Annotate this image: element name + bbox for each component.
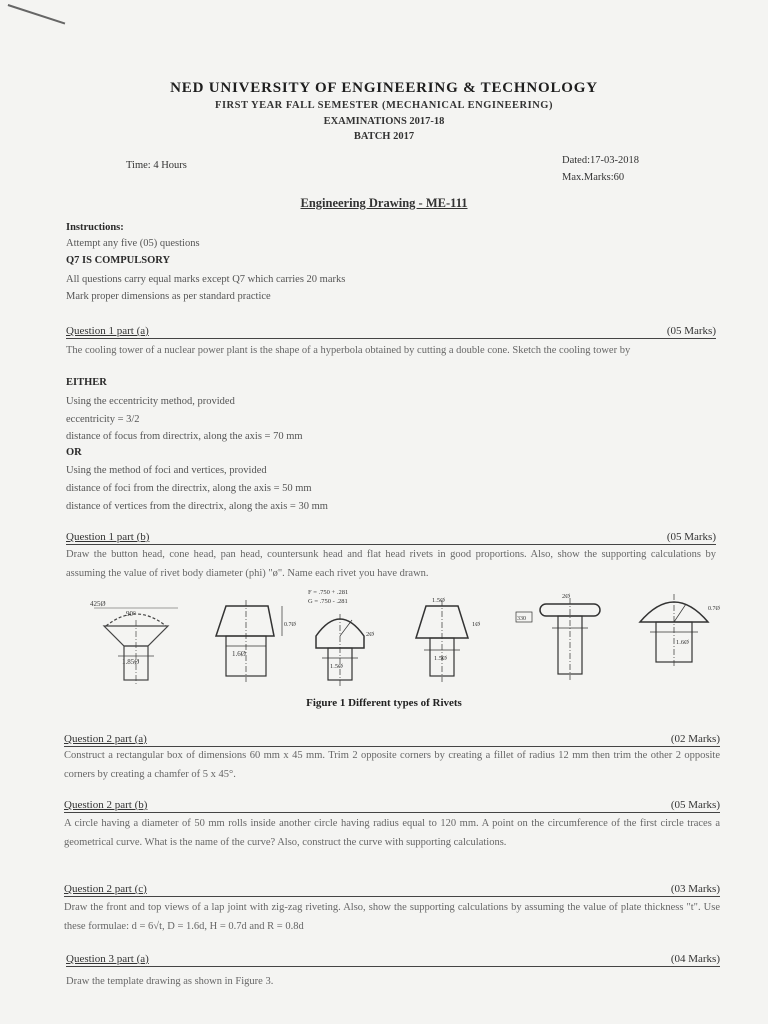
question-marks: (03 Marks)	[670, 883, 720, 895]
question-text: Construct a rectangular box of dimensions 60 mm x 45 mm. Trim 2 opposite corners by creating a fillet of radius 12 mm then trim the other 2 opposite corners by creating a chamfer of 5 x 45°.	[64, 750, 720, 780]
dimension-label: 90°	[126, 610, 136, 618]
pan-head-rivet-figure	[404, 592, 490, 688]
dimension-label: 1.5Ø	[432, 597, 445, 604]
instruction-line: Mark proper dimensions as per standard practice	[66, 291, 271, 302]
question-label: Question 1 part (b)	[66, 531, 150, 543]
instruction-line: All questions carry equal marks except Q7 which carries 20 marks	[66, 274, 346, 285]
question-marks: (02 Marks)	[670, 733, 720, 745]
semester-line: FIRST YEAR FALL SEMESTER (MECHANICAL ENGINEERING)	[215, 100, 553, 111]
question-line: distance of foci from the directrix, along the axis = 50 mm	[66, 483, 312, 494]
question-header	[66, 950, 720, 967]
max-marks: Max.Marks:60	[562, 172, 625, 183]
question-line: Using the eccentricity method, provided	[66, 396, 235, 407]
question-line: Using the method of foci and vertices, provided	[66, 465, 267, 476]
question-header	[66, 322, 716, 339]
or-label: OR	[66, 447, 82, 458]
subject-title: Engineering Drawing - ME-111	[300, 196, 468, 210]
dimension-label: 1.6Ø	[232, 650, 246, 658]
dimension-label: 425Ø	[90, 600, 106, 608]
question-header	[64, 730, 720, 747]
question-line: distance of focus from directrix, along the axis = 70 mm	[66, 431, 303, 442]
dimension-label: G = .750 - .281	[308, 598, 348, 605]
question-header	[66, 528, 716, 545]
dimension-label: 1.6Ø	[676, 639, 689, 646]
instructions-title: Instructions:	[66, 222, 124, 233]
dimension-label: 1.85Ø	[122, 658, 140, 666]
instruction-line: Q7 IS COMPULSORY	[66, 255, 171, 266]
question-marks: (05 Marks)	[666, 531, 716, 543]
snap-head-rivet-figure	[636, 588, 720, 688]
question-label: Question 2 part (b)	[64, 799, 148, 811]
dimension-label: 2Ø	[366, 631, 374, 638]
dimension-label: 330	[517, 616, 526, 622]
question-text: Draw the front and top views of a lap joint with zig-zag riveting. Also, show the supporting calculations by assuming the value of plate thickness "t". Use these formulae: d = 6√t, D = 1.6d, H = 0.7d and R = 0.8d	[64, 902, 720, 932]
question-text: Draw the button head, cone head, pan head, countersunk head and flat head rivets in good proportions. Also, show the supporting calculations by assuming the value of rivet body diameter (phi) "ø". Name each rivet you have drawn.	[66, 549, 716, 579]
instruction-line: Attempt any five (05) questions	[66, 238, 200, 249]
countersunk-rivet-figure	[86, 594, 186, 690]
question-header	[64, 880, 720, 897]
question-header	[64, 796, 720, 813]
flat-head-rivet-figure	[514, 588, 610, 688]
dimension-label: 1.5Ø	[330, 663, 343, 670]
exam-line: EXAMINATIONS 2017-18	[323, 116, 445, 127]
dimension-label: 2Ø	[562, 593, 570, 600]
question-label: Question 3 part (a)	[66, 953, 149, 965]
cone-head-rivet-figure	[208, 592, 294, 688]
question-text: Draw the template drawing as shown in Figure 3.	[66, 976, 274, 987]
dimension-label: 1Ø	[472, 621, 480, 628]
question-marks: (04 Marks)	[670, 953, 720, 965]
time-allowed: Time: 4 Hours	[126, 160, 187, 171]
button-head-rivet-figure	[306, 588, 396, 692]
exam-date: Dated:17-03-2018	[562, 155, 639, 166]
question-marks: (05 Marks)	[666, 325, 716, 337]
question-line: eccentricity = 3/2	[66, 414, 140, 425]
question-label: Question 2 part (a)	[64, 733, 147, 745]
question-line: distance of vertices from the directrix, along the axis = 30 mm	[66, 501, 328, 512]
university-title: NED UNIVERSITY OF ENGINEERING & TECHNOLOGY	[170, 80, 598, 96]
dimension-label: F = .750 + .281	[308, 589, 349, 596]
dimension-label: 0.7Ø	[708, 606, 720, 612]
question-label: Question 1 part (a)	[66, 325, 149, 337]
pen-stroke-mark	[8, 4, 66, 24]
question-text: The cooling tower of a nuclear power plant is the shape of a hyperbola obtained by cutting a double cone. Sketch the cooling tower by	[66, 345, 631, 356]
dimension-label: 1.5Ø	[434, 655, 447, 662]
question-text: A circle having a diameter of 50 mm rolls inside another circle having radius equal to 120 mm. A point on the circumference of the first circle traces a geometrical curve. What is the name of the curve? Also, construct the curve with supporting calculations.	[64, 818, 720, 848]
either-label: EITHER	[66, 377, 107, 388]
batch-line: BATCH 2017	[353, 131, 415, 142]
question-marks: (05 Marks)	[670, 799, 720, 811]
dimension-label: 0.7Ø	[284, 622, 296, 628]
question-label: Question 2 part (c)	[64, 883, 147, 895]
figure-caption: Figure 1 Different types of Rivets	[306, 697, 462, 709]
